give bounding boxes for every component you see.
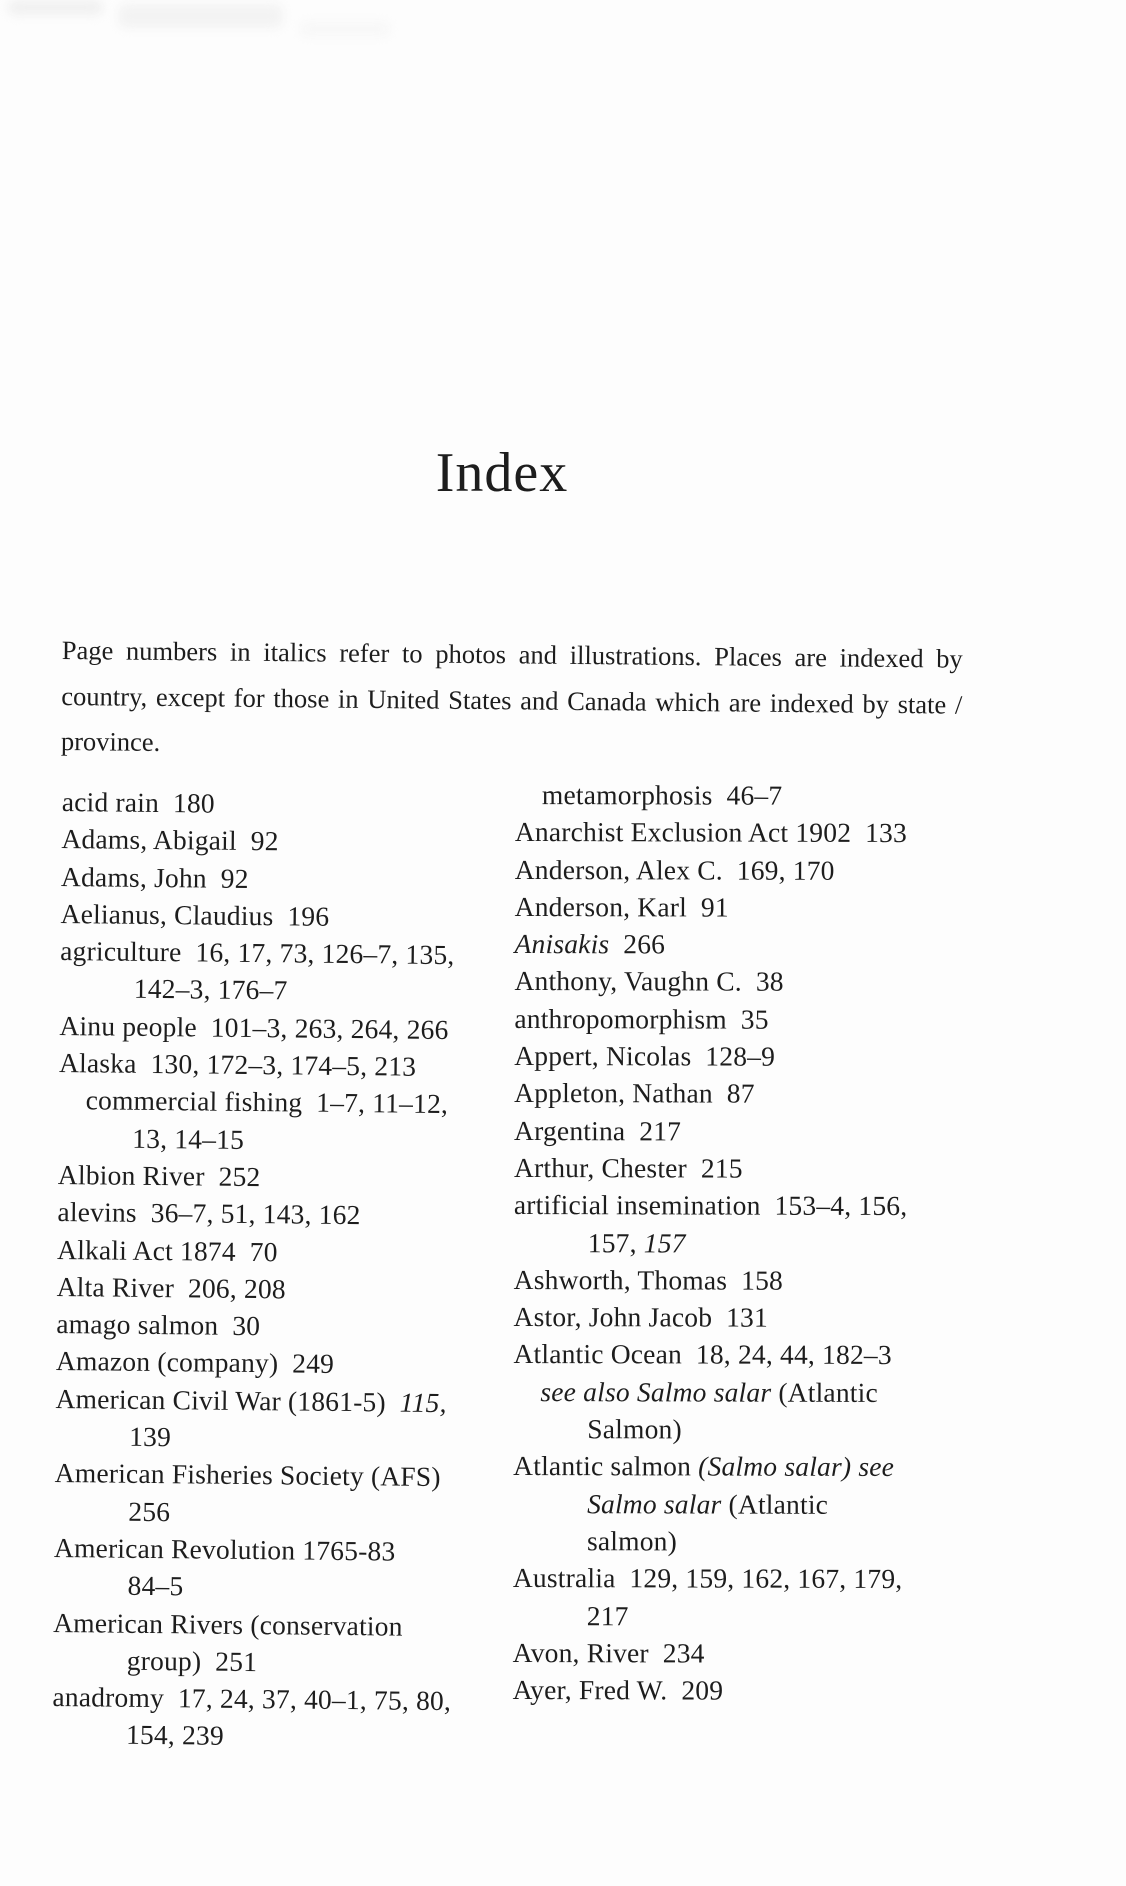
- index-line-text: 154, 239: [125, 1719, 225, 1752]
- index-line: [513, 1597, 961, 1635]
- index-line-text: American Civil War (1861-5): [55, 1382, 400, 1418]
- index-line-text: Anarchist Exclusion Act 1902 133: [514, 816, 908, 849]
- index-line: [54, 1529, 507, 1571]
- index-line: [53, 1641, 506, 1683]
- index-line-text: Astor, John Jacob 131: [513, 1301, 769, 1333]
- index-line-text: 13, 14–15: [132, 1122, 245, 1155]
- index-line-text: Appert, Nicolas 128–9: [514, 1040, 776, 1072]
- index-line: [56, 1342, 509, 1384]
- index-line-text: Anthony, Vaughn C. 38: [514, 965, 784, 998]
- index-line-italic-text: 115,: [399, 1386, 447, 1418]
- index-line-text: Adams, John 92: [60, 860, 249, 894]
- index-line: [513, 1485, 961, 1523]
- index-line-text: Avon, River 234: [512, 1636, 705, 1669]
- index-note: Page numbers in italics refer to photos and illustrations. Places are indexed by country, except for those in United States and Canada which are indexed by state / province.: [60, 634, 963, 757]
- index-line: [54, 1492, 507, 1534]
- index-line-text: 217: [586, 1599, 629, 1631]
- index-line: [513, 1335, 961, 1373]
- index-line-text: Australia 129, 159, 162, 167, 179,: [512, 1562, 903, 1595]
- index-line: [60, 969, 513, 1011]
- index-line: [514, 962, 962, 1000]
- index-line-text: American Revolution 1765-83: [53, 1531, 396, 1567]
- index-line-italic-text: (Salmo salar) see: [698, 1450, 895, 1483]
- index-line-text: Ainu people 101–3, 263, 264, 266: [59, 1009, 449, 1045]
- scan-artifact: [300, 22, 390, 36]
- index-line: [61, 858, 514, 900]
- index-line: [53, 1566, 506, 1608]
- index-line-italic-text: see also Salmo salar: [540, 1375, 779, 1408]
- index-line-text: Argentina 217: [514, 1114, 682, 1147]
- index-line-text: 157,: [587, 1226, 644, 1258]
- index-line: [513, 1522, 961, 1560]
- index-line: [514, 1149, 962, 1187]
- index-line: [513, 1447, 961, 1485]
- index-line-text: American Rivers (conservation: [53, 1606, 403, 1642]
- index-line-text: Atlantic Ocean 18, 24, 44, 182–3: [513, 1338, 892, 1371]
- index-line-text: Adams, Abigail 92: [61, 823, 279, 857]
- index-line-text: anadromy 17, 24, 37, 40–1, 75, 80,: [52, 1681, 452, 1717]
- index-line: [62, 783, 515, 825]
- index-line-text: amago salmon 30: [56, 1308, 261, 1342]
- index-line-text: Alta River 206, 208: [56, 1270, 287, 1305]
- index-line: [514, 1112, 962, 1150]
- index-line-text: alevins 36–7, 51, 143, 162: [57, 1196, 361, 1231]
- index-line-text: group) 251: [126, 1644, 258, 1677]
- index-line: [515, 851, 963, 889]
- index-line: [55, 1454, 508, 1496]
- index-line: [55, 1417, 508, 1459]
- index-line-text: Arthur, Chester 215: [513, 1151, 743, 1184]
- index-line-text: 256: [128, 1495, 171, 1527]
- index-line-text: commercial fishing 1–7, 11–12,: [85, 1084, 449, 1120]
- index-line-text: Anderson, Alex C. 169, 170: [514, 853, 835, 886]
- page-title: Index: [435, 442, 569, 504]
- index-line-text: 266: [609, 928, 666, 960]
- index-line-text: 142–3, 176–7: [133, 973, 288, 1006]
- index-line: [513, 1559, 961, 1597]
- index-line-text: Anderson, Karl 91: [514, 890, 729, 923]
- index-line: [513, 1671, 961, 1709]
- index-line-text: Albion River 252: [57, 1158, 261, 1193]
- index-line-italic-text: Salmo salar: [587, 1487, 729, 1520]
- index-line-text: Ashworth, Thomas 158: [513, 1263, 784, 1296]
- index-line: [60, 932, 513, 974]
- index-line: [514, 1261, 962, 1299]
- index-line: [58, 1081, 511, 1123]
- index-column-left: [52, 783, 515, 1757]
- index-line: [57, 1268, 510, 1310]
- scan-artifact: [8, 0, 103, 15]
- index-line: [514, 1224, 962, 1262]
- index-line-text: Alkali Act 1874 70: [56, 1233, 278, 1267]
- index-line-text: (Atlantic: [728, 1488, 829, 1520]
- index-line: [514, 1298, 962, 1336]
- index-line: [53, 1603, 506, 1645]
- index-line-italic-text: Anisakis: [514, 928, 610, 960]
- index-line-text: salmon): [586, 1525, 678, 1557]
- index-line: [58, 1156, 511, 1198]
- index-line: [57, 1193, 510, 1235]
- index-line-text: Appleton, Nathan 87: [514, 1077, 755, 1110]
- index-line: [56, 1305, 509, 1347]
- index-line: [52, 1678, 505, 1720]
- index-line: [514, 1037, 962, 1075]
- index-line-text: Aelianus, Claudius 196: [60, 897, 330, 932]
- index-line-text: Amazon (company) 249: [55, 1345, 335, 1380]
- index-column-right: [512, 776, 963, 1754]
- index-line: [515, 776, 963, 814]
- index-line: [514, 1186, 962, 1224]
- index-line: [515, 925, 963, 963]
- index-line: [52, 1715, 505, 1757]
- index-line-text: Alaska 130, 172–3, 174–5, 213: [58, 1047, 417, 1082]
- index-line: [55, 1380, 508, 1422]
- index-line-text: Atlantic salmon: [513, 1450, 699, 1482]
- index-line: [61, 820, 514, 862]
- index-line: [515, 813, 963, 851]
- index-line-italic-text: 157: [643, 1226, 686, 1259]
- index-line: [513, 1373, 961, 1411]
- index-line-text: 84–5: [127, 1569, 184, 1602]
- index-line-text: American Fisheries Society (AFS): [54, 1457, 441, 1493]
- index-line: [58, 1119, 511, 1161]
- index-columns: [52, 779, 963, 1753]
- index-line-text: (Atlantic: [778, 1376, 878, 1408]
- index-line: [59, 1007, 512, 1049]
- index-line: [59, 1044, 512, 1086]
- index-line-text: 139: [129, 1420, 172, 1453]
- scan-artifact: [118, 4, 283, 28]
- index-line-text: Ayer, Fred W. 209: [512, 1674, 724, 1706]
- index-line: [513, 1410, 961, 1448]
- index-line-text: Salmon): [587, 1413, 682, 1445]
- index-line-text: acid rain 180: [61, 785, 215, 819]
- index-line: [514, 1074, 962, 1112]
- index-line: [57, 1231, 510, 1273]
- index-line: [514, 1000, 962, 1038]
- index-line: [515, 888, 963, 926]
- index-line: [513, 1634, 961, 1672]
- index-line: [60, 895, 513, 937]
- index-line-text: metamorphosis 46–7: [541, 779, 783, 811]
- index-line-text: artificial insemination 153–4, 156,: [513, 1189, 908, 1222]
- index-line-text: anthropomorphism 35: [514, 1002, 769, 1035]
- index-line-text: agriculture 16, 17, 73, 126–7, 135,: [60, 935, 455, 971]
